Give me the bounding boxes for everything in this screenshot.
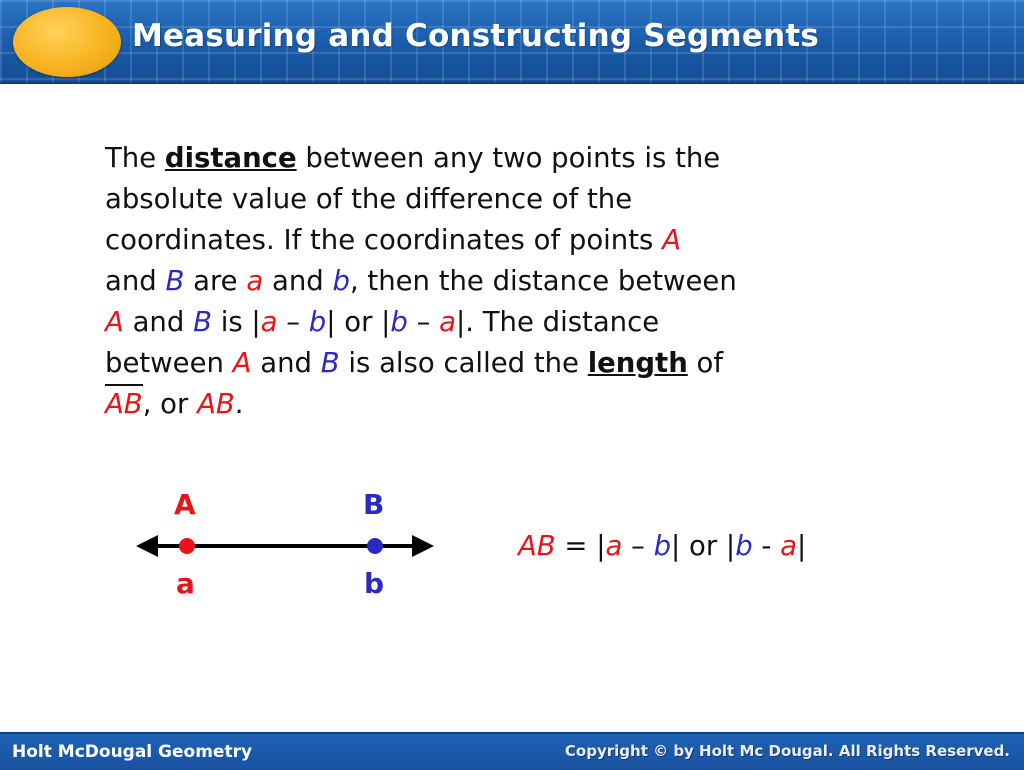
paragraph-line-3 [105, 220, 925, 261]
point-b-label: B [320, 347, 340, 379]
coord-b-label: b [390, 306, 408, 338]
slide-title: Measuring and Constructing Segments [132, 18, 820, 54]
text: | or | [326, 306, 391, 338]
coord-a-label: a [260, 306, 278, 338]
formula-ab: AB [518, 530, 556, 562]
text: . [234, 388, 244, 420]
text: coordinates. If the coordinates of points [105, 224, 654, 256]
number-line-diagram [130, 485, 450, 605]
text: | [796, 530, 807, 562]
point-a-label: A [662, 224, 681, 256]
segment-overbar [105, 384, 143, 386]
text: The [105, 142, 157, 174]
diagram-coord-b: b [364, 567, 385, 600]
paragraph-line-5 [105, 302, 925, 343]
text: and [260, 347, 312, 379]
text: are [193, 265, 238, 297]
text: | or | [671, 530, 736, 562]
text: , then the distance between [349, 265, 737, 297]
footer-bar [0, 732, 1024, 770]
text: between [105, 347, 224, 379]
point-b-dot [367, 538, 383, 554]
point-a-dot [179, 538, 195, 554]
paragraph-line-7 [105, 384, 925, 425]
length-ab-notation: AB [197, 388, 235, 420]
formula-a: a [605, 530, 623, 562]
header-banner [0, 0, 1024, 84]
minus-sign: – [286, 306, 301, 338]
point-a-label: A [105, 306, 124, 338]
text: and [132, 306, 185, 338]
right-arrowhead [412, 535, 434, 557]
point-b-label: B [193, 306, 212, 338]
paragraph-line-2 [105, 179, 925, 220]
minus-sign: - [752, 530, 781, 562]
minus-sign: – [622, 530, 654, 562]
text: absolute value of the difference of the [105, 183, 633, 215]
diagram-label-point-a: A [174, 488, 196, 521]
footer-course-name: Holt McDougal Geometry [12, 742, 253, 762]
minus-sign: – [416, 306, 431, 338]
text: is | [220, 306, 261, 338]
term-length: length [587, 347, 688, 379]
text: = | [555, 530, 606, 562]
text: is also called the [348, 347, 579, 379]
text: and [105, 265, 157, 297]
point-b-label: B [165, 265, 185, 297]
diagram-label-point-b: B [363, 488, 385, 521]
footer-copyright: Copyright © by Holt Mc Dougal. All Rights Reserved. [564, 742, 1010, 760]
formula-b: b [735, 530, 753, 562]
text: and [271, 265, 324, 297]
text: between any two points is the [305, 142, 721, 174]
segment-name: AB [105, 388, 143, 420]
paragraph-line-1 [105, 138, 925, 179]
segment-ab-notation [105, 388, 143, 420]
formula-a: a [780, 530, 797, 562]
point-a-label: A [232, 347, 252, 379]
term-distance: distance [164, 142, 297, 174]
header-logo-oval [13, 7, 121, 77]
left-arrowhead [136, 535, 158, 557]
coord-a-label: a [246, 265, 264, 297]
diagram-coord-a: a [176, 567, 195, 600]
paragraph-line-4 [105, 261, 925, 302]
coord-a-label: a [439, 306, 456, 338]
coord-b-label: b [308, 306, 327, 338]
text: |. The distance [455, 306, 660, 338]
formula-b: b [653, 530, 672, 562]
coord-b-label: b [332, 265, 350, 297]
text: , or [142, 388, 189, 420]
definition-paragraph [105, 138, 925, 425]
paragraph-line-6 [105, 343, 925, 384]
text: of [696, 347, 724, 379]
distance-formula [518, 530, 806, 562]
